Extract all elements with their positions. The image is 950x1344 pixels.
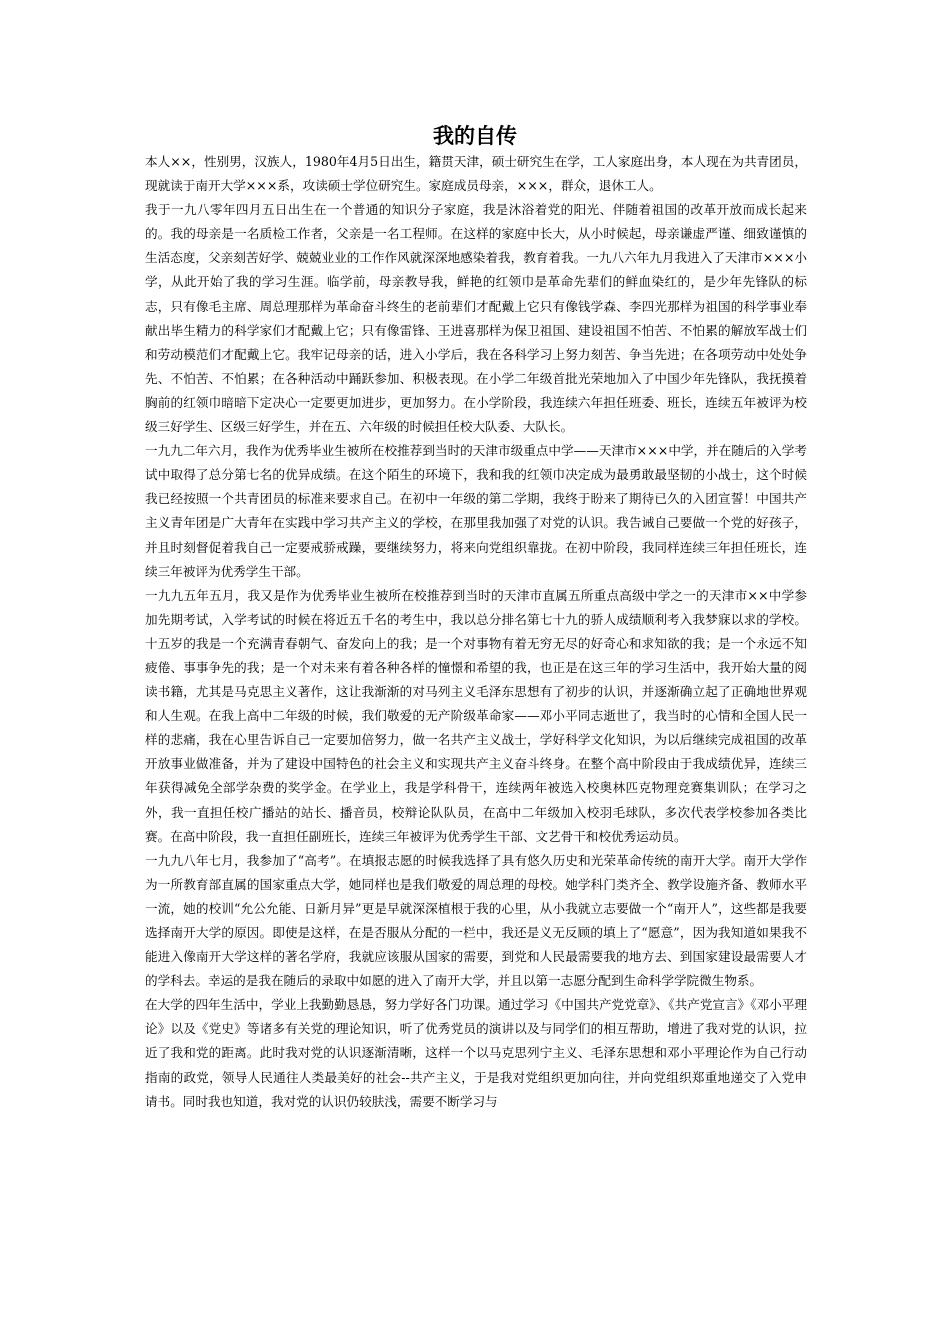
paragraph-personal-info: 本人××，性别男，汉族人，1980年4月5日出生，籍贯天津，硕士研究生在学，工人家庭出身，本人现在为共青团员，现就读于南开大学×××系，攻读硕士学位研究生。家庭成员母亲，×××，群众，退休工人。 <box>145 154 807 194</box>
document-title: 我的自传 <box>433 124 517 148</box>
paragraph-senior-high: 一九九五年五月，我又是作为优秀毕业生被所在校推荐到当时的天津市直属五所重点高级中学之一的天津市××中学参加先期考试，入学考试的时候在将近五千名的考生中，我以总分排名第七十九的骄人成绩顺利考入我梦寐以求的学校。十五岁的我是一个充满青春朝气、奋发向上的我；是一个对事物有着无穷无尽的好奇心和求知欲的我；是一个永远不知疲倦、事事争先的我；是一个对未来有着各种各样的憧憬和希望的我，也正是在这三年的学习生活中，我开始大量的阅读书籍，尤其是马克思主义著作，这让我渐渐的对马列主义毛泽东思想有了初步的认识，并逐渐确立起了正确地世界观和人生观。在我上高中二年级的时候，我们敬爱的无产阶级革命家——邓小平同志逝世了，我当时的心情和全国人民一样的悲痛，我在心里告诉自己一定要加倍努力，做一名共产主义战士，学好科学文化知识，为以后继续完成祖国的改革开放事业做准备，并为了建设中国特色的社会主义和实现共产主义奋斗终身。在整个高中阶段由于我成绩优异，连续三年获得减免全部学杂费的奖学金。在学业上，我是学科骨干，连续两年被选入校奥林匹克物理竞赛集训队；在学习之外，我一直担任校广播站的站长、播音员，校辩论队队员，在高中二年级加入校羽毛球队，多次代表学校参加各类比赛。在高中阶段，我一直担任副班长，连续三年被评为优秀学生干部、文艺骨干和校优秀运动员。 <box>145 587 807 844</box>
paragraph-university: 在大学的四年生活中，学业上我勤勤恳恳，努力学好各门功课。通过学习《中国共产党党章》、《共产党宣言》《邓小平理论》以及《党史》等诸多有关党的理论知识，听了优秀党员的演讲以及与同学们的相互帮助，增进了我对党的认识，拉近了我和党的距离。此时我对党的认识逐渐清晰，这样一个以马克思列宁主义、毛泽东思想和邓小平理论作为自己行动指南的政党，领导人民通往人类最美好的社会--共产主义，于是我对党组织更加向往，并向党组织郑重地递交了入党申请书。同时我也知道，我对党的认识仍较肤浅，需要不断学习与 <box>145 997 807 1109</box>
paragraph-junior-middle: 一九九二年六月，我作为优秀毕业生被所在校推荐到当时的天津市级重点中学——天津市×××中学，并在随后的入学考试中取得了总分第七名的优异成绩。在这个陌生的环境下，我和我的红领巾决定成为最勇敢最坚韧的小战士，这个时候我已经按照一个共青团员的标准来要求自己。在初中一年级的第二学期，我终于盼来了期待已久的入团宣誓！中国共产主义青年团是广大青年在实践中学习共产主义的学校，在那里我加强了对党的认识。我告诫自己要做一个党的好孩子，并且时刻督促着我自己一定要戒骄戒躁，要继续努力，将来向党组织靠拢。在初中阶段，我同样连续三年担任班长，连续三年被评为优秀学生干部。 <box>145 443 807 579</box>
paragraph-childhood-primary: 我于一九八零年四月五日出生在一个普通的知识分子家庭，我是沐浴着党的阳光、伴随着祖国的改革开放而成长起来的。我的母亲是一名质检工作者，父亲是一名工程师。在这样的家庭中长大，从小时候起，母亲谦虚严谨、细致谨慎的生活态度，父亲刻苦好学、兢兢业业的工作作风就深深地感染着我，教育着我。一九八六年九月我进入了天津市×××小学，从此开始了我的学习生涯。临学前，母亲教导我，鲜艳的红领巾是革命先辈们的鲜血染红的，是少年先锋队的标志，只有像毛主席、周总理那样为革命奋斗终生的老前辈们才配戴上它只有像钱学森、李四光那样为祖国的科学事业奉献出毕生精力的科学家们才配戴上它；只有像雷锋、王进喜那样为保卫祖国、建设祖国不怕苦、不怕累的解放军战士们和劳动模范们才配戴上它。我牢记母亲的话，进入小学后，我在各科学习上努力刻苦、争当先进；在各项劳动中处处争先、不怕苦、不怕累；在各种活动中踊跃参加、积极表现。在小学二年级首批光荣地加入了中国少年先锋队，我抚摸着胸前的红领巾暗暗下定决心一定要更加进步，更加努力。在小学阶段，我连续六年担任班委、班长，连续五年被评为校级三好学生、区级三好学生，并在五、六年级的时候担任校大队委、大队长。 <box>145 202 807 435</box>
document-body <box>145 150 807 1114</box>
paragraph-college-entrance: 一九九八年七月，我参加了“高考”。在填报志愿的时候我选择了具有悠久历史和光荣革命传统的南开大学。南开大学作为一所教育部直属的国家重点大学，她同样也是我们敬爱的周总理的母校。她学科门类齐全、教学设施齐备、教师水平一流，她的校训“允公允能、日新月异”更是早就深深植根于我的心里，从小我就立志要做一个“南开人”，这些都是我要选择南开大学的原因。即使是这样，在是否服从分配的一栏中，我还是义无反顾的填上了“愿意”，因为我知道如果我不能进入像南开大学这样的著名学府，我就应该服从国家的需要，到党和人民最需要我的地方去、到国家建设最需要人才的学科去。幸运的是我在随后的录取中如愿的进入了南开大学，并且以第一志愿分配到生命科学学院微生物系。 <box>145 852 807 989</box>
